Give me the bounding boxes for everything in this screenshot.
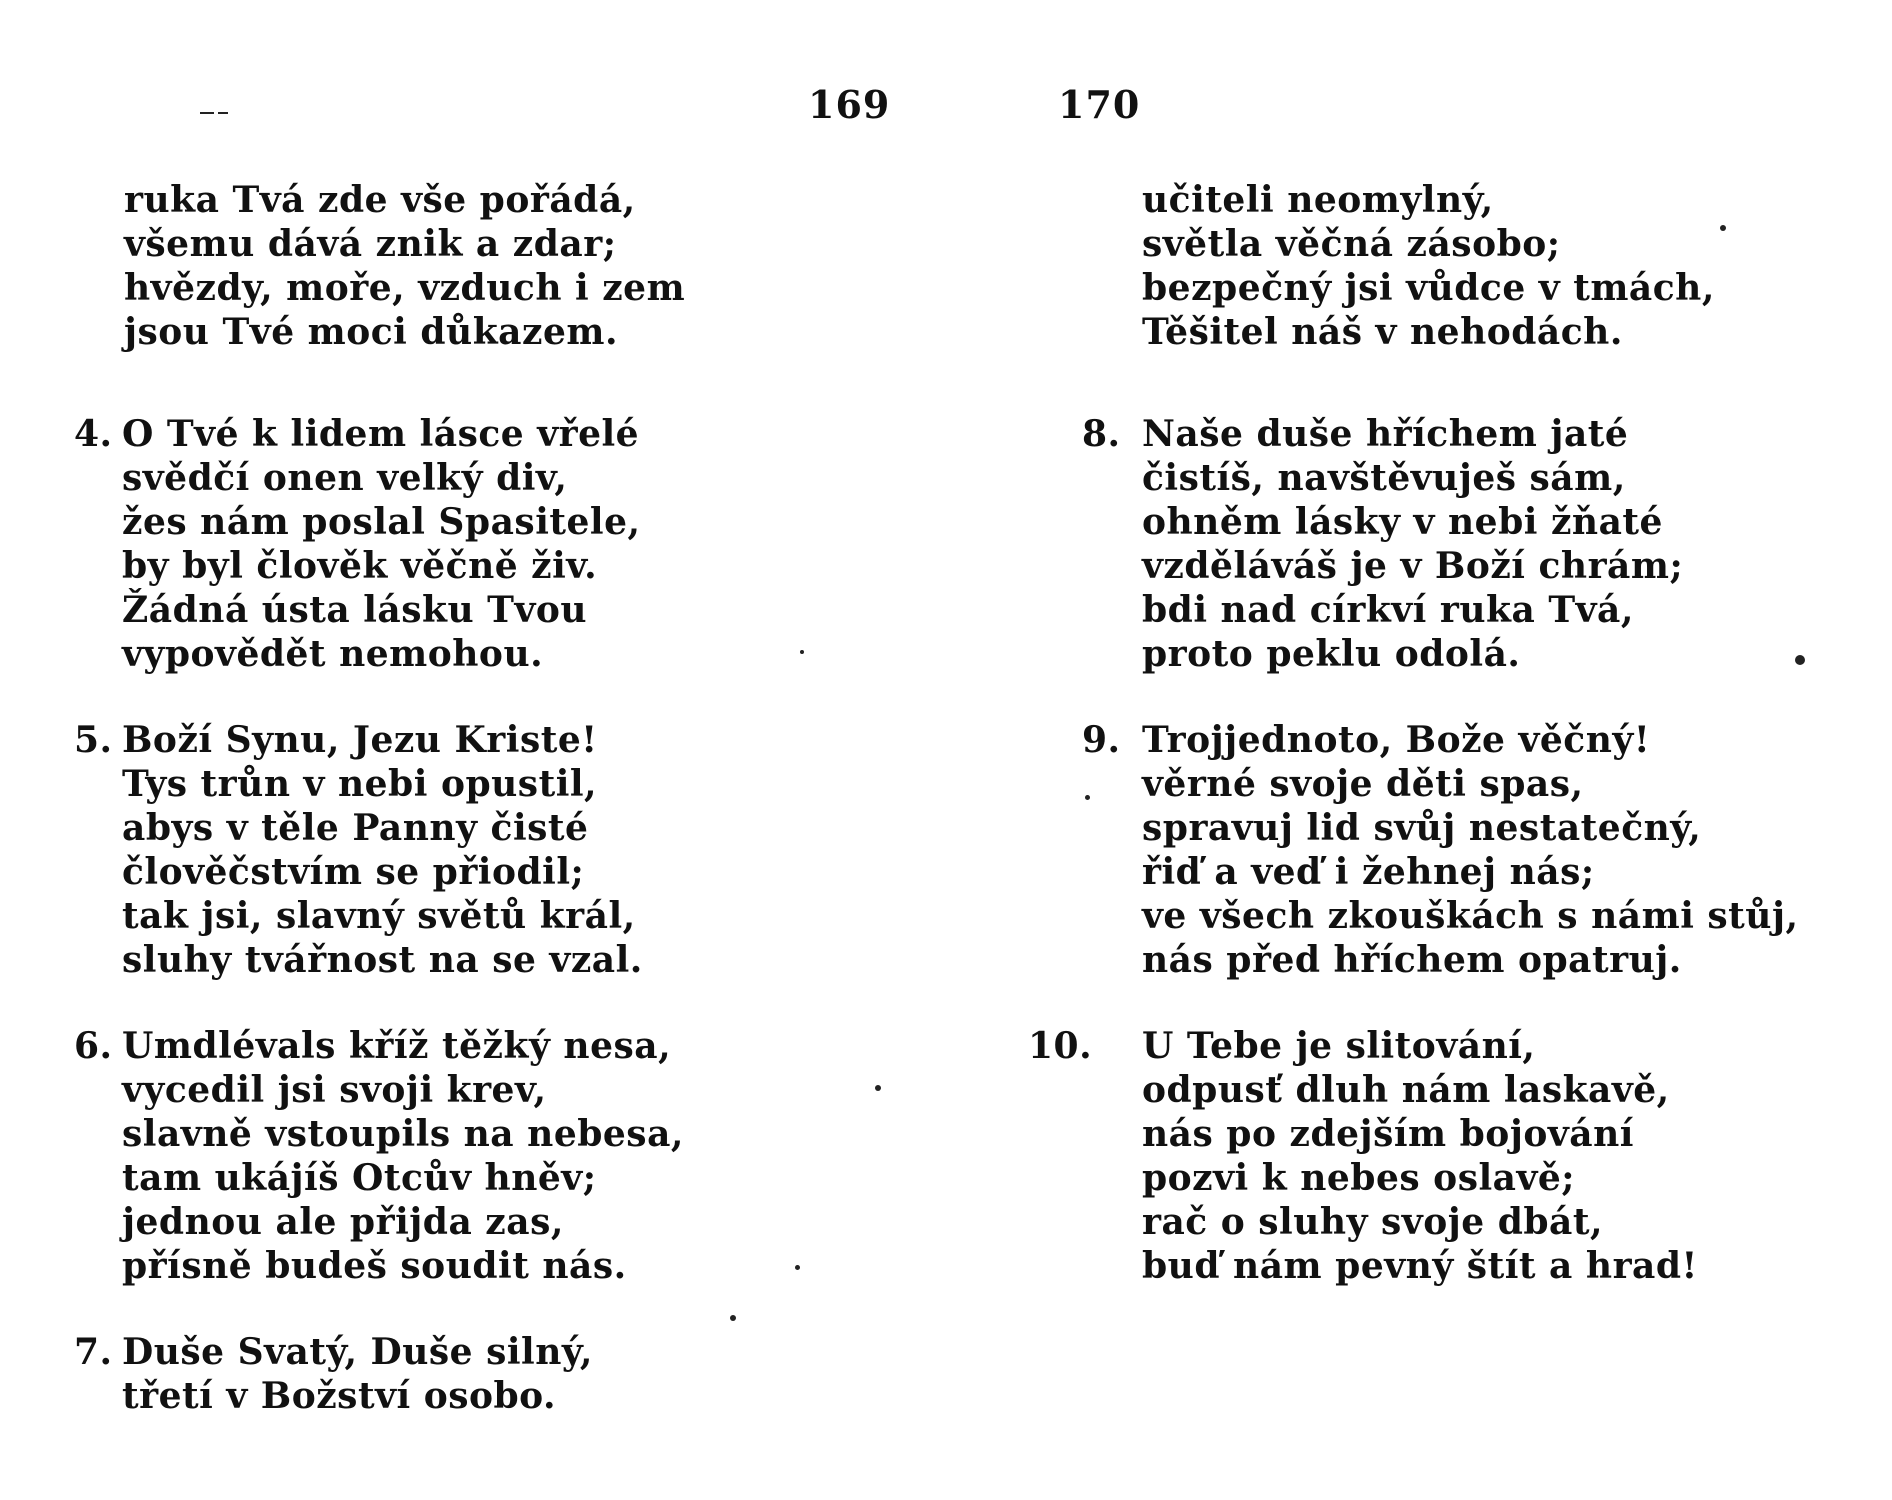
verse-line: spravuj lid svůj nestatečný, xyxy=(1142,807,1702,849)
verse-line: vypovědět nemohou. xyxy=(122,633,544,675)
verse-line: jednou ale přijda zas, xyxy=(122,1201,564,1243)
verse-line: proto peklu odolá. xyxy=(1142,633,1521,675)
stanza-lines xyxy=(1142,412,1848,676)
stanza-lines xyxy=(1142,718,1848,982)
verse-line: by byl člověk věčně živ. xyxy=(122,545,598,587)
verse-line: hvězdy, moře, vzduch i zem xyxy=(124,267,686,309)
scan-speck xyxy=(218,112,228,114)
verse-line: Těšitel náš v nehodách. xyxy=(1142,311,1623,353)
verse-line: Žádná ústa lásku Tvou xyxy=(122,589,588,631)
verse-line: Umdlévals kříž těžký nesa, xyxy=(122,1025,672,1067)
verse-line: věrné svoje děti spas, xyxy=(1142,763,1584,805)
verse-line: řiď a veď i žehnej nás; xyxy=(1142,851,1595,893)
verse-line: sluhy tvářnost na se vzal. xyxy=(122,939,643,981)
stanza-9 xyxy=(1058,718,1848,982)
stanza-lines xyxy=(122,718,794,982)
verse-line: O Tvé k lidem lásce vřelé xyxy=(122,413,640,455)
scan-speck xyxy=(200,112,214,114)
verse-line: slavně vstoupils na nebesa, xyxy=(122,1113,684,1155)
scan-speck xyxy=(800,650,804,654)
stanza-6 xyxy=(74,1024,794,1288)
right-page xyxy=(1028,178,1848,1330)
verse-line: vzděláváš je v Boží chrám; xyxy=(1142,545,1684,587)
stanza-7 xyxy=(74,1330,794,1418)
verse-line: tam ukájíš Otcův hněv; xyxy=(122,1157,597,1199)
scan-speck xyxy=(795,1265,800,1270)
stanza-number: 7. xyxy=(74,1331,113,1373)
stanza-number: 9. xyxy=(1082,719,1121,761)
verse-line: ohněm lásky v nebi žňaté xyxy=(1142,501,1663,543)
verse-line: odpusť dluh nám laskavě, xyxy=(1142,1069,1670,1111)
verse-line: rač o sluhy svoje dbát, xyxy=(1142,1201,1604,1243)
verse-line: nás před hříchem opatruj. xyxy=(1142,939,1682,981)
verse-line: Trojjednoto, Bože věčný! xyxy=(1142,719,1651,761)
verse-line: vycedil jsi svoji krev, xyxy=(122,1069,547,1111)
verse-line: tak jsi, slavný světů král, xyxy=(122,895,636,937)
scan-speck xyxy=(1085,795,1090,800)
left-page xyxy=(74,178,794,1460)
verse-line: žes nám poslal Spasitele, xyxy=(122,501,641,543)
verse-line: Tys trůn v nebi opustil, xyxy=(122,763,598,805)
stanza-lines xyxy=(122,1024,794,1288)
verse-line: jsou Tvé moci důkazem. xyxy=(124,311,618,353)
verse-line: bezpečný jsi vůdce v tmách, xyxy=(1142,267,1715,309)
page-number-right: 170 xyxy=(1058,82,1141,127)
stanza-lines xyxy=(1142,1024,1848,1288)
scan-speck xyxy=(1795,655,1805,665)
verse-line: Boží Synu, Jezu Kriste! xyxy=(122,719,598,761)
verse-line: ve všech zkouškách s námi stůj, xyxy=(1142,895,1799,937)
verse-line: člověčstvím se přiodil; xyxy=(122,851,585,893)
verse-line: ruka Tvá zde vše pořádá, xyxy=(124,179,636,221)
stanza-8 xyxy=(1058,412,1848,676)
verse-line: bdi nad církví ruka Tvá, xyxy=(1142,589,1634,631)
verse-line: Naše duše hříchem jaté xyxy=(1142,413,1629,455)
verse-line: všemu dává znik a zdar; xyxy=(124,223,617,265)
verse-line: světla věčná zásobo; xyxy=(1142,223,1561,265)
verse-line: Duše Svatý, Duše silný, xyxy=(122,1331,593,1373)
stanza-number: 5. xyxy=(74,719,113,761)
stanza-lines xyxy=(124,178,794,354)
verse-line: U Tebe je slitování, xyxy=(1142,1025,1536,1067)
stanza-4 xyxy=(74,412,794,676)
verse-line: abys v těle Panny čisté xyxy=(122,807,589,849)
stanza-10 xyxy=(1028,1024,1848,1288)
stanza-number: 6. xyxy=(74,1025,113,1067)
verse-line: svědčí onen velký div, xyxy=(122,457,568,499)
stanza-lines xyxy=(1142,178,1848,354)
verse-line: učiteli neomylný, xyxy=(1142,179,1494,221)
stanza-lines xyxy=(122,412,794,676)
stanza-number: 8. xyxy=(1082,413,1121,455)
page-number-left: 169 xyxy=(808,82,891,127)
verse-line: nás po zdejším bojování xyxy=(1142,1113,1634,1155)
stanza-continuation xyxy=(74,178,794,354)
stanza-continuation xyxy=(1058,178,1848,354)
scan-speck xyxy=(1720,225,1726,231)
stanza-number: 10. xyxy=(1028,1025,1093,1067)
verse-line: přísně budeš soudit nás. xyxy=(122,1245,627,1287)
verse-line: třetí v Božství osobo. xyxy=(122,1375,557,1417)
verse-line: buď nám pevný štít a hrad! xyxy=(1142,1245,1698,1287)
scan-speck xyxy=(730,1315,736,1321)
verse-line: pozvi k nebes oslavě; xyxy=(1142,1157,1576,1199)
scan-speck xyxy=(875,1085,881,1091)
verse-line: čistíš, navštěvuješ sám, xyxy=(1142,457,1626,499)
stanza-5 xyxy=(74,718,794,982)
stanza-number: 4. xyxy=(74,413,113,455)
stanza-lines xyxy=(122,1330,794,1418)
